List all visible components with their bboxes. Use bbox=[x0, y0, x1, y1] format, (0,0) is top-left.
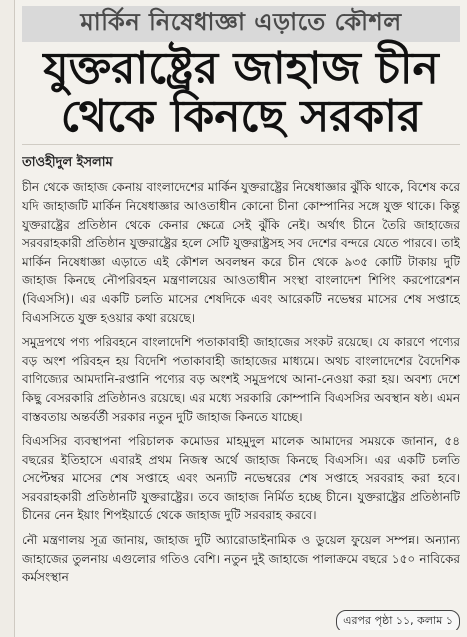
article-body bbox=[22, 178, 460, 586]
header-divider bbox=[22, 144, 460, 145]
headline-line-1: যুক্তরাষ্ট্রের জাহাজ চীন bbox=[43, 43, 439, 94]
left-gutter bbox=[0, 0, 14, 637]
continuation-footer bbox=[22, 612, 460, 630]
headline-line-2: থেকে কিনছে সরকার bbox=[60, 91, 422, 143]
paragraph-4: নৌ মন্ত্রণালয় সূত্র জানায়, জাহাজ দুটি অ্যারোডাইনামিক ও ডুয়েল ফুয়েল সম্পন্ন। অন্যান্য জাহাজের তুলনায় এগুলোর গতিও বেশি। নতুন দুই জাহাজে পালাক্রমে বছরে ১৫০ নাবিকের কর্মসংস্থান bbox=[22, 533, 460, 585]
kicker-banner: মার্কিন নিষেধাজ্ঞা এড়াতে কৌশল bbox=[22, 6, 460, 42]
paragraph-1: চীন থেকে জাহাজ কেনায় বাংলাদেশের মার্কিন যুক্তরাষ্ট্রের নিষেধাজ্ঞার ঝুঁকি থাকে, বিশেষ করে যদি জাহাজটি মার্কিন নিষেধাজ্ঞার আওতাধীন কোনো চীনা কোম্পানির সঙ্গে যুক্ত থাকে। কিন্তু যুক্তরাষ্ট্রের প্রতিষ্ঠান থেকে কেনার ক্ষেত্রে সেই ঝুঁকি নেই। অর্থাৎ চীনে তৈরি জাহাজের সরবরাহকারী প্রতিষ্ঠান যুক্তরাষ্ট্রের হলে সেটি যুক্তরাষ্ট্রসহ সব দেশের বন্দরে যেতে পারবে। তাই মার্কিন নিষেধাজ্ঞা এড়াতে এই কৌশল অবলম্বন করে চীন থেকে ৯৩৫ কোটি টাকায় দুটি জাহাজ কিনছে নৌপরিবহন মন্ত্রণালয়ের আওতাধীন সংস্থা বাংলাদেশ শিপিং করপোরেশন (বিএসসি)। এর একটি চলতি মাসের শেষদিকে এবং আরেকটি নভেম্বর মাসের শেষ সপ্তাহে বিএসসিতে যুক্ত হওয়ার কথা রয়েছে। bbox=[22, 180, 460, 325]
paragraph-3: বিএসসির ব্যবস্থাপনা পরিচালক কমোডর মাহমুদুল মালেক আমাদের সময়কে জানান, ৫৪ বছরের ইতিহাসে এবারই প্রথম নিজস্ব অর্থে জাহাজ কিনছে বিএসসি। এর একটি চলতি সেপ্টেম্বর মাসের শেষ সপ্তাহে এবং অন্যটি নভেম্বরের শেষ সপ্তাহে সরবরাহ করা হবে। সরবরাহকারী প্রতিষ্ঠানটি যুক্তরাষ্ট্রের। তবে জাহাজ নির্মিত হচ্ছে চীনে। যুক্তরাষ্ট্রের প্রতিষ্ঠানটি চীনের নেন ইয়াং শিপইয়ার্ডে থেকে জাহাজ দুটি সরবরাহ করবে। bbox=[22, 434, 460, 523]
news-article bbox=[22, 6, 460, 630]
column-rule bbox=[14, 0, 15, 637]
byline: তাওহীদুল ইসলাম bbox=[22, 155, 113, 171]
paragraph-2: সমুদ্রপথে পণ্য পরিবহনে বাংলাদেশি পতাকাবাহী জাহাজের সংকট রয়েছে। যে কারণে পণ্যের বড় অংশ পরিবহন হয় বিদেশি পতাকাবাহী জাহাজের মাধ্যমে। অথচ বাংলাদেশের বৈদেশিক বাণিজ্যের আমদানি-রপ্তানি পণ্যের বড় অংশই সমুদ্রপথে আনা-নেওয়া করা হয়। অবশ্য দেশে কিছু বেসরকারি প্রতিষ্ঠানও রয়েছে। এর মধ্যে সরকারি কোম্পানি বিএসসির অবস্থান ষষ্ঠ। এমন বাস্তবতায় অন্তর্বর্তী সরকার নতুন দুটি জাহাজ কিনতে যাচ্ছে। bbox=[22, 335, 460, 424]
continuation-pill: এরপর পৃষ্ঠা ১১, কলাম ১ bbox=[336, 610, 460, 631]
